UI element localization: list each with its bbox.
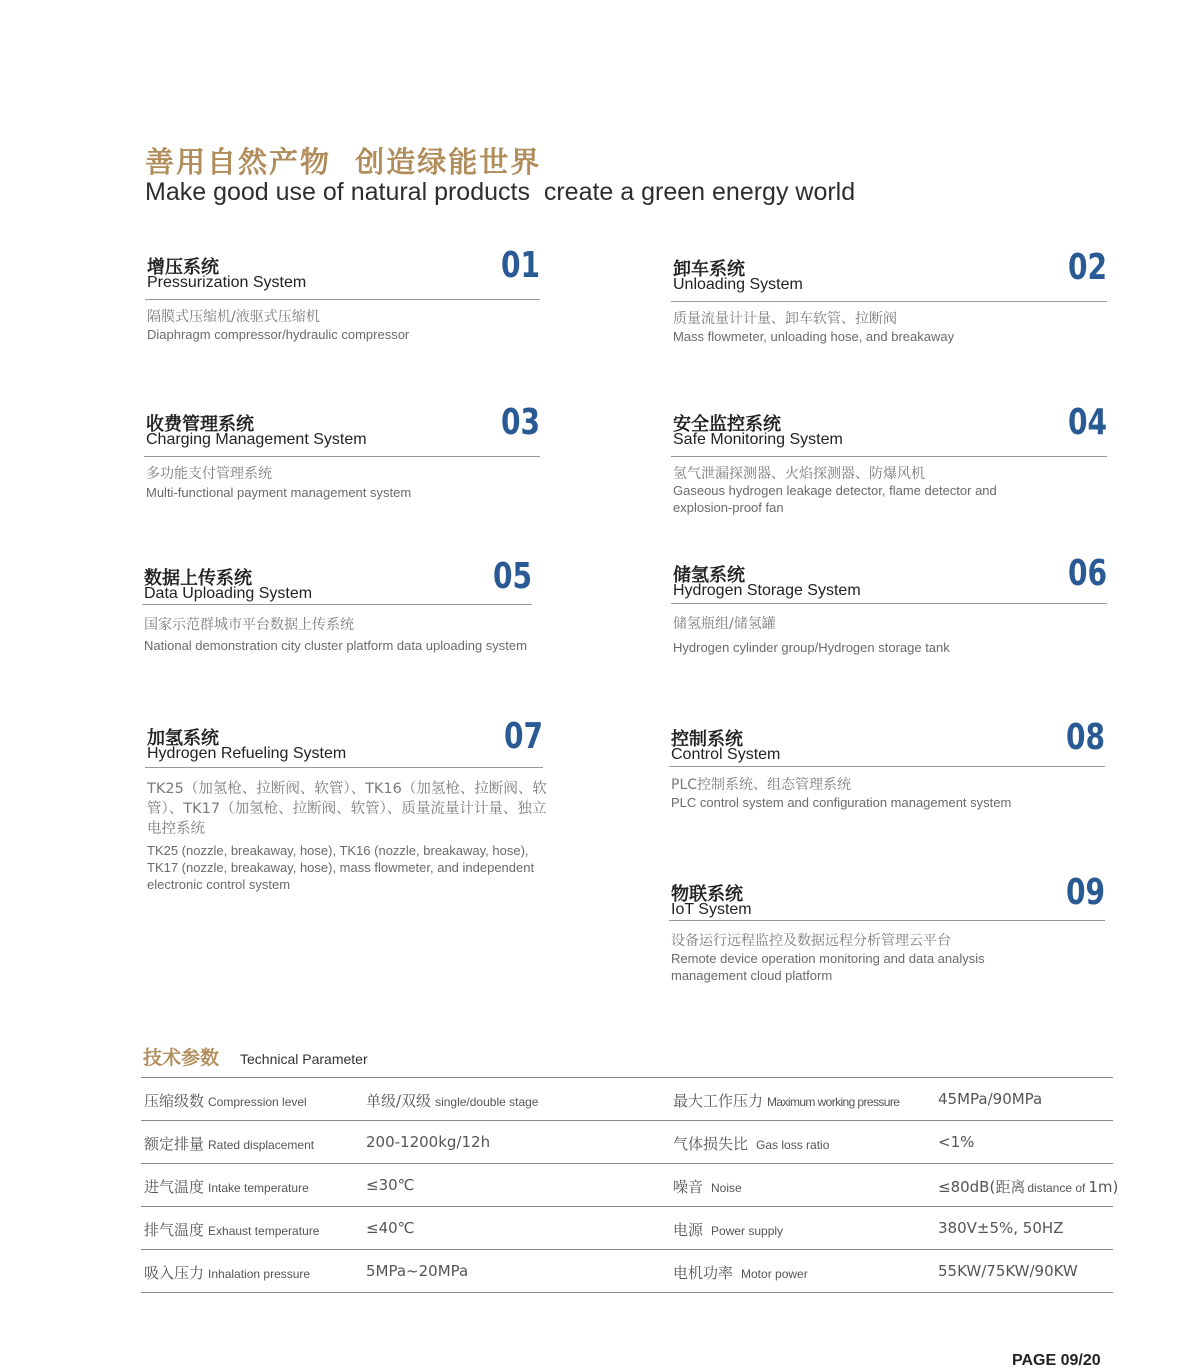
- system-number: 07: [503, 716, 543, 757]
- system-number: 09: [1065, 872, 1105, 913]
- system-title-cn: 卸车系统: [673, 259, 745, 280]
- system-desc-cn: 隔膜式压缩机/液驱式压缩机: [147, 309, 320, 325]
- hero-title-cn: 善用自然产物 创造绿能世界: [145, 145, 542, 179]
- param-value: 单级/双级 single/double stage: [366, 1092, 539, 1110]
- system-title-cn: 数据上传系统: [144, 568, 252, 589]
- system-title-cn: 物联系统: [671, 884, 743, 905]
- table-row: [141, 1164, 1119, 1207]
- system-desc-en: Mass flowmeter, unloading hose, and breakaway: [673, 329, 955, 344]
- system-number: 02: [1067, 247, 1107, 288]
- param-label: 额定排量 Rated displacement: [144, 1135, 315, 1153]
- system-title-en: Data Uploading System: [144, 585, 313, 602]
- param-value: 45MPa/90MPa: [938, 1090, 1043, 1108]
- param-value: 5MPa~20MPa: [366, 1262, 469, 1280]
- param-label: 气体损失比 Gas loss ratio: [673, 1135, 830, 1153]
- divider: [142, 604, 532, 605]
- divider: [671, 456, 1107, 457]
- system-desc-cn: PLC控制系统、组态管理系统: [671, 777, 852, 793]
- system-desc-en: Diaphragm compressor/hydraulic compressor: [147, 327, 410, 342]
- param-value: ≤40℃: [366, 1219, 415, 1237]
- system-desc-en: Multi-functional payment management system: [146, 485, 412, 500]
- system-title-en: Pressurization System: [147, 274, 307, 291]
- system-number: 04: [1067, 402, 1107, 443]
- system-number: 06: [1067, 553, 1107, 594]
- param-label: 最大工作压力 Maximum working pressure: [673, 1092, 900, 1110]
- param-value: 380V±5%, 50HZ: [938, 1219, 1064, 1237]
- system-title-en: IoT System: [671, 901, 752, 918]
- divider: [145, 767, 543, 768]
- divider: [671, 603, 1107, 604]
- system-desc-cn: 质量流量计计量、卸车软管、拉断阀: [673, 311, 897, 327]
- system-desc-en: PLC control system and configuration management system: [671, 795, 1012, 810]
- system-title-en: Control System: [671, 746, 781, 763]
- system-number: 01: [500, 245, 540, 286]
- system-title-en: Safe Monitoring System: [673, 431, 843, 448]
- divider: [671, 301, 1107, 302]
- system-title-en: Charging Management System: [146, 431, 367, 448]
- system-title-en: Hydrogen Refueling System: [147, 745, 347, 762]
- param-value: <1%: [938, 1133, 975, 1151]
- param-value: 200-1200kg/12h: [366, 1133, 491, 1151]
- system-desc-en: National demonstration city cluster platform data uploading system: [144, 638, 527, 653]
- param-label: 电源 Power supply: [673, 1221, 784, 1239]
- system-desc-en: Gaseous hydrogen leakage detector, flame detector and explosion-proof fan: [673, 483, 997, 515]
- system-title-cn: 储氢系统: [673, 565, 745, 586]
- hero-title-en: Make good use of natural products create a green energy world: [145, 178, 856, 206]
- tech-title-cn: 技术参数: [143, 1047, 220, 1069]
- param-value: ≤80dB(距离 distance of 1m): [938, 1178, 1119, 1196]
- divider: [669, 920, 1105, 921]
- divider: [144, 456, 540, 457]
- system-desc-cn: 国家示范群城市平台数据上传系统: [144, 617, 354, 633]
- tech-parameter-table: [141, 1077, 1119, 1293]
- param-value: 55KW/75KW/90KW: [938, 1262, 1078, 1280]
- table-row: [141, 1078, 1113, 1121]
- system-title-cn: 增压系统: [147, 257, 219, 278]
- divider: [669, 766, 1105, 767]
- param-label: 排气温度 Exhaust temperature: [144, 1221, 320, 1239]
- system-desc-cn: 储氢瓶组/储氢罐: [673, 616, 776, 632]
- divider: [145, 299, 540, 300]
- table-row: [141, 1121, 1113, 1164]
- param-label: 压缩级数 Compression level: [144, 1092, 307, 1110]
- system-title-en: Hydrogen Storage System: [673, 582, 861, 599]
- system-number: 03: [500, 402, 540, 443]
- param-label: 吸入压力 Inhalation pressure: [144, 1264, 311, 1282]
- param-label: 噪音 Noise: [673, 1178, 742, 1196]
- table-row: [141, 1250, 1113, 1293]
- system-title-cn: 收费管理系统: [146, 414, 254, 435]
- tech-title-en: Technical Parameter: [240, 1051, 368, 1067]
- param-label: 电机功率 Motor power: [673, 1264, 808, 1282]
- system-title-cn: 控制系统: [671, 729, 743, 750]
- table-row: [141, 1207, 1113, 1250]
- system-title-cn: 加氢系统: [147, 728, 219, 749]
- param-value: ≤30℃: [366, 1176, 415, 1194]
- system-desc-cn: 设备运行远程监控及数据远程分析管理云平台: [671, 933, 951, 949]
- param-label: 进气温度 Intake temperature: [144, 1178, 309, 1196]
- system-title-cn: 安全监控系统: [673, 414, 781, 435]
- system-desc-en: Remote device operation monitoring and data analysis management cloud platform: [671, 951, 985, 983]
- system-number: 08: [1065, 717, 1105, 758]
- system-number: 05: [492, 556, 532, 597]
- system-desc-en: TK25 (nozzle, breakaway, hose), TK16 (nozzle, breakaway, hose), TK17 (nozzle, breakaway, hose), mass flowmeter, and independent electronic control system: [147, 843, 535, 892]
- system-desc-cn: TK25（加氢枪、拉断阀、软管）、TK16（加氢枪、拉断阀、软管）、TK17（加氢枪、拉断阀、软管）、质量流量计计量、独立电控系统: [147, 781, 547, 837]
- system-desc-cn: 多功能支付管理系统: [146, 466, 272, 482]
- system-title-en: Unloading System: [673, 276, 803, 293]
- system-desc-en: Hydrogen cylinder group/Hydrogen storage tank: [673, 640, 950, 655]
- system-desc-cn: 氢气泄漏探测器、火焰探测器、防爆风机: [673, 466, 925, 482]
- page-number: PAGE 09/20: [1012, 1352, 1101, 1369]
